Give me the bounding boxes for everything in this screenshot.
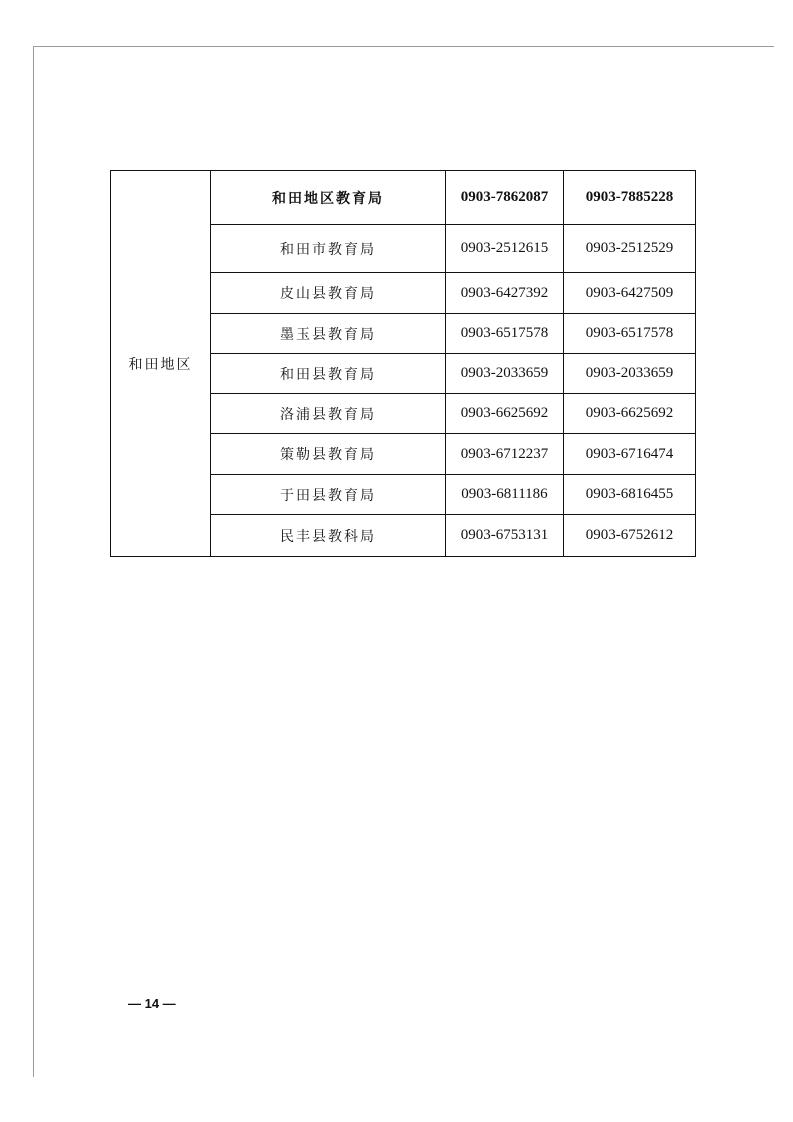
- agency-cell: 策勒县教育局: [211, 434, 446, 475]
- phone-cell: 0903-2512529: [564, 225, 696, 273]
- phone-cell: 0903-6625692: [446, 394, 564, 434]
- region-cell: 和田地区: [111, 171, 211, 557]
- contact-table: [110, 170, 696, 557]
- agency-cell: 和田市教育局: [211, 225, 446, 273]
- phone-cell: 0903-2512615: [446, 225, 564, 273]
- phone-cell: 0903-6427509: [564, 273, 696, 314]
- agency-cell: 和田地区教育局: [211, 171, 446, 225]
- phone-cell: 0903-6625692: [564, 394, 696, 434]
- phone-cell: 0903-6811186: [446, 475, 564, 515]
- agency-cell: 于田县教育局: [211, 475, 446, 515]
- phone-cell: 0903-2033659: [564, 354, 696, 394]
- phone-cell: 0903-2033659: [446, 354, 564, 394]
- phone-cell: 0903-6716474: [564, 434, 696, 475]
- phone-cell: 0903-6712237: [446, 434, 564, 475]
- phone-cell: 0903-6427392: [446, 273, 564, 314]
- agency-cell: 和田县教育局: [211, 354, 446, 394]
- phone-cell: 0903-7862087: [446, 171, 564, 225]
- agency-cell: 皮山县教育局: [211, 273, 446, 314]
- phone-cell: 0903-6517578: [564, 314, 696, 354]
- agency-cell: 墨玉县教育局: [211, 314, 446, 354]
- page-number: — 14 —: [128, 996, 176, 1011]
- agency-cell: 民丰县教科局: [211, 515, 446, 557]
- table-row: [111, 171, 696, 225]
- phone-cell: 0903-6517578: [446, 314, 564, 354]
- phone-cell: 0903-7885228: [564, 171, 696, 225]
- phone-cell: 0903-6816455: [564, 475, 696, 515]
- phone-cell: 0903-6752612: [564, 515, 696, 557]
- phone-cell: 0903-6753131: [446, 515, 564, 557]
- agency-cell: 洛浦县教育局: [211, 394, 446, 434]
